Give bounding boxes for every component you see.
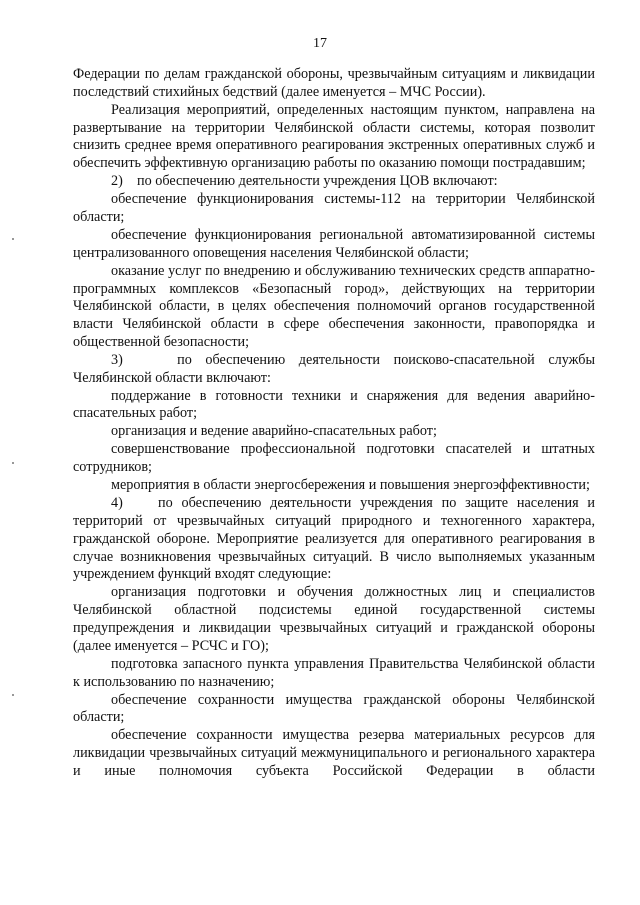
paragraph: обеспечение сохранности имущества гражданской обороны Челябинской области; <box>73 691 595 726</box>
paragraph: обеспечение функционирования региональной автоматизированной системы централизованного оповещения населения Челябинской области; <box>73 226 595 261</box>
paragraph: Реализация мероприятий, определенных настоящим пунктом, направлена на развертывание на территории Челябинской области системы, которая позволит снизить среднее время оперативного реагирования экстренных оперативных служб и обеспечить эффективную организацию работы по оказанию помощи пострадавшим; <box>73 101 595 172</box>
paragraph: Федерации по делам гражданской обороны, чрезвычайным ситуациям и ликвидации последствий стихийных бедствий (далее именуется – МЧС России). <box>73 66 595 100</box>
paragraph: совершенствование профессиональной подготовки спасателей и штатных сотрудников; <box>73 441 595 476</box>
list-item-heading: 3) по обеспечению деятельности поисково-спасательной службы Челябинской области включают: <box>73 351 595 386</box>
paragraph: мероприятия в области энергосбережения и повышения энергоэффективности; <box>111 477 590 494</box>
paragraph: подготовка запасного пункта управления Правительства Челябинской области к использованию по назначению; <box>73 655 595 690</box>
paragraph: обеспечение функционирования системы-112 на территории Челябинской области; <box>73 191 595 225</box>
paragraph: оказание услуг по внедрению и обслуживанию технических средств аппаратно-программных комплексов «Безопасный город», действующих на территории Челябинской области, в целях обеспечения полномочий органов государственной власти Челябинской области в сфере обеспечения законности, правопорядка и общественной безопасности; <box>73 262 595 350</box>
list-item-heading: 4) по обеспечению деятельности учреждения по защите населения и территорий от чрезвычайных ситуаций природного и техногенного характера, гражданской обороне. Мероприятие реализуется для оперативного реагирования в случае возникновения чрезвычайных ситуаций. В число выполняемых указанным учреждением функций входят следующие: <box>73 495 595 583</box>
margin-mark <box>12 238 14 240</box>
margin-mark <box>12 462 14 464</box>
paragraph: организация и ведение аварийно-спасательных работ; <box>111 423 437 440</box>
page-number: 17 <box>313 36 327 51</box>
list-item-heading: 2) по обеспечению деятельности учреждения ЦОВ включают: <box>111 173 498 190</box>
paragraph: организация подготовки и обучения должностных лиц и специалистов Челябинской областной подсистемы единой государственной системы предупреждения и ликвидации чрезвычайных ситуаций и гражданской обороны (далее именуется – РСЧС и ГО); <box>73 584 595 654</box>
paragraph: обеспечение сохранности имущества резерва материальных ресурсов для ликвидации чрезвычайных ситуаций межмуниципального и регионального характера и иные полномочия субъекта Российской Федерации в области <box>73 727 595 779</box>
document-body <box>73 66 595 781</box>
paragraph: поддержание в готовности техники и снаряжения для ведения аварийно-спасательных работ; <box>73 387 595 422</box>
margin-mark <box>12 694 14 696</box>
